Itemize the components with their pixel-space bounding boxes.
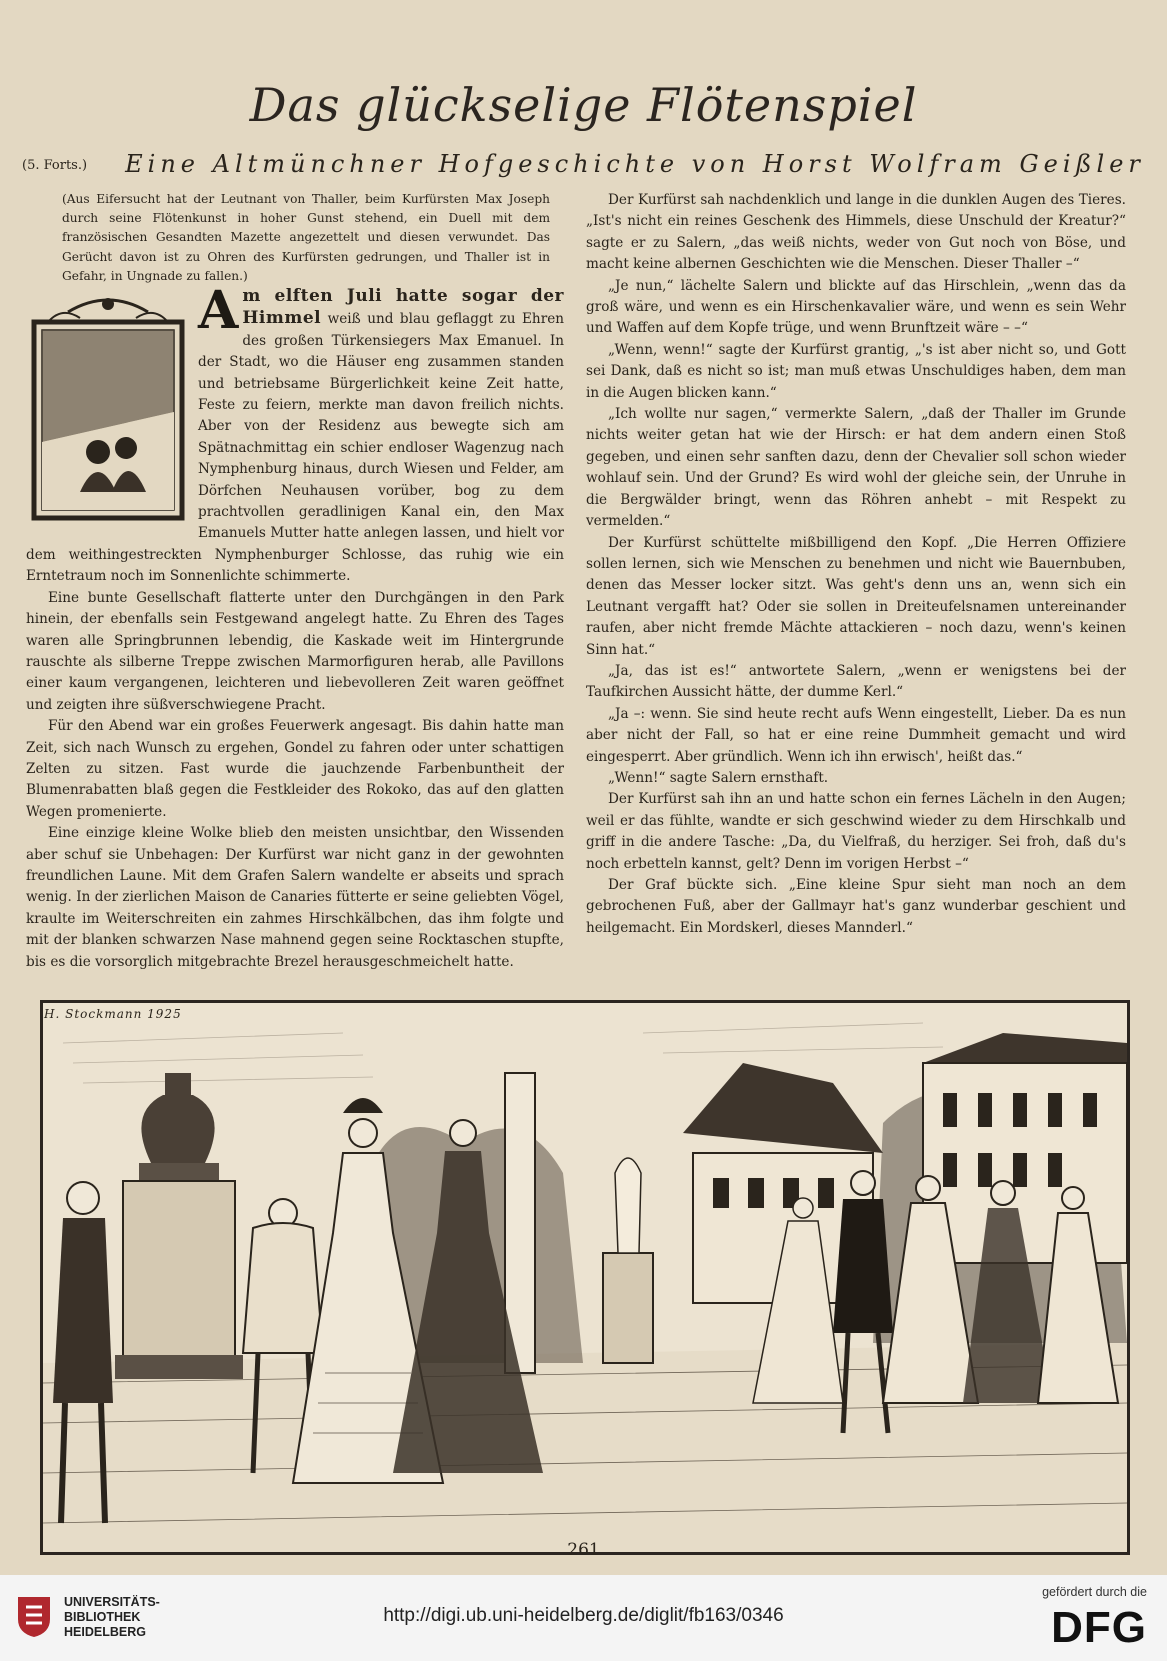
lead-in-text: m elften Juli hatte sogar der Himmel <box>242 286 564 329</box>
paragraph: Der Kurfürst sah nachdenklich und lange in die dunklen Augen des Tieres. „Ist's nicht ein reines Geschenk des Himmels, diese Unschuld der Kreatur?“ sagte er zu Salern, „das weiß nichts, weder von Gut noch von Böse, und macht keine albernen Geschichten wie die Menschen. Dieser Thaller –“ <box>586 192 1126 273</box>
left-text-column <box>26 190 564 973</box>
vignette-illustration <box>28 292 188 524</box>
article-subtitle: Eine Altmünchner Hofgeschichte von Horst Wolfram Geißler <box>125 150 1145 178</box>
paragraph: „Je nun,“ lächelte Salern und blickte auf das Hirschlein, „wenn das da groß wäre, und wenn es ein Hirschenkavalier wäre, und wenn es sein Wehr und Waffen auf dem Kopfe trüge, und wenn Brunftzeit wäre – –“ <box>586 277 1126 337</box>
paragraph: Der Kurfürst schüttelte mißbilligend den Kopf. „Die Herren Offiziere sollen lernen, sich wie Menschen zu benehmen und nicht wie Bauernbuben, denen das Messer locker sitzt. Was geht's denn uns an, wenn sich ein Leutnant vergafft hat? Oder sie sollen in Dreiteufelsnamen untereinander raufen, aber nicht fremde Mächte attackieren – noch dazu, wenn's keinen Sinn hat.“ <box>586 534 1126 658</box>
paragraph: „Wenn!“ sagte Salern ernsthaft. <box>608 769 829 786</box>
paragraph: Für den Abend war ein großes Feuerwerk angesagt. Bis dahin hatte man Zeit, sich nach Wunsch zu ergehen, Gondel zu fahren oder unter schattigen Zelten zu sitzen. Fast wurde die jauchzende Farbenbuntheit der Blumenrabatten blaß gegen die Festkleider des Rokoko, das auf den glatten Wegen promenierte. <box>26 718 564 820</box>
page-number: 261 <box>567 1540 600 1560</box>
recap-paragraph: (Aus Eifersucht hat der Leutnant von Thaller, beim Kurfürsten Max Joseph durch seine Flötenkunst in hoher Gunst stehend, ein Duell mit dem französischen Gesandten Mazette angezettelt und diesen verwundet. Das Gerücht davon ist zu Ohren des Kurfürsten gedrungen, und Thaller ist in Gefahr, in Ungnade zu fallen.) <box>62 192 550 283</box>
drop-cap: A <box>198 286 239 342</box>
installment-label: (5. Forts.) <box>22 158 88 173</box>
paragraph: „Ja, das ist es!“ antwortete Salern, „wenn er wenigstens bei der Taufkirchen Aussicht hätte, der dumme Kerl.“ <box>586 662 1126 701</box>
university-library-name: UNIVERSITÄTS- BIBLIOTHEK HEIDELBERG <box>64 1595 160 1639</box>
paragraph: „Wenn, wenn!“ sagte der Kurfürst grantig, „'s ist aber nicht so, und Gott sei Dank, daß es nicht so ist; man muß etwas Unschuldiges haben, dem man in die Augen blicken kann.“ <box>586 341 1126 401</box>
opening-paragraph-text: weiß und blau geflaggt zu Ehren des großen Türkensiegers Max Emanuel. In der Stadt, wo die Häuser eng zusammen standen und betriebsame Bürgerlichkeit keine Zeit hatte, Feste zu feiern, merkte man davon freilich nichts. Aber von der Residenz aus bewegte sich am Spätnachmittag ein schier endloser Wagenzug nach Nymphenburg hinaus, durch Wiesen und Felder, am Dörfchen Neuhausen vorüber, bog zu dem prachtvollen geradlinigen Kanal ein, den Max Emanuels Mutter hatte anlegen lassen, und hielt vor dem weithingestreckten Nymphenburger Schlosse, das ruhig wie ein Erntetraum noch im Sonnenlichte schimmerte. <box>26 311 564 585</box>
paragraph: Eine bunte Gesellschaft flatterte unter den Durchgängen in den Park hinein, der ebenfalls sein Festgewand angelegt hatte. Zu Ehren des Tages waren alle Springbrunnen lebendig, die Kaskade weit im Hintergrunde rauschte als silberne Treppe zwischen Marmorfiguren herab, alle Pavillons einer kaum vergangenen, leichteren und liebevolleren Zeit waren geöffnet und zeigten ihre süßverschwiegene Pracht. <box>26 589 564 713</box>
paragraph: Der Graf bückte sich. „Eine kleine Spur sieht man noch an dem gebrochenen Fuß, aber der Gallmayr hat's ganz wunderbar geschient und heilgemacht. Ein Mordskerl, dieses Mannderl.“ <box>586 877 1126 936</box>
paragraph: „Ja –: wenn. Sie sind heute recht aufs Wenn eingestellt, Lieber. Da es nun aber nicht der Fall, so hat er eine reine Dummheit gemacht und wird eingesperrt. Aber gründlich. Wenn ich ihn erwisch', heißt das.“ <box>586 705 1126 765</box>
dfg-logo: DFG <box>1051 1603 1147 1652</box>
park-scene-illustration <box>40 1000 1130 1555</box>
viewer-footer <box>0 1575 1167 1661</box>
right-text-column <box>586 190 1126 939</box>
paragraph: Eine einzige kleine Wolke blieb den meisten unsichtbar, den Wissenden aber schuf sie Unbehagen: Der Kurfürst war nicht ganz in der gewohnten freundlichen Laune. Mit dem Grafen Salern wandelte er abseits und sprach wenig. In der zierlichen Maison de Canaries fütterte er seine geliebten Vögel, kraulte im Weiterschreiten ein zahmes Hirschkälbchen, das ihm folgte und mit der blanken schwarzen Nase mahnend gegen seine Rocktaschen stupfte, bis es die vorsorglich mitgebrachte Brezel herausgeschmeichelt hatte. <box>26 825 564 970</box>
source-url-link[interactable]: http://digi.ub.uni-heidelberg.de/diglit/fb163/0346 <box>383 1605 784 1626</box>
funding-label: gefördert durch die <box>1042 1585 1147 1599</box>
paragraph: „Ich wollte nur sagen,“ vermerkte Salern, „daß der Thaller im Grunde nichts weiter getan hat wie der Hirsch: er hat dem andern einen Stoß gegeben, und einen sehr sanften dazu, denn der Chevalier soll schon wieder wohlauf sein. Und der Grund? Es wird wohl der gleiche sein, der Unruhe in die Bergwälder bringt, wenn das Röhren anhebt – mit Respekt zu vermelden.“ <box>586 406 1126 530</box>
artist-signature: H. Stockmann 1925 <box>44 1007 182 1021</box>
article-title: Das glückselige Flötenspiel <box>249 78 918 132</box>
opening-paragraph-block <box>26 286 564 588</box>
paragraph: Der Kurfürst sah ihn an und hatte schon ein fernes Lächeln in den Augen; weil er das fühlte, wandte er sich geschwind wieder zu dem Hirschkalb und griff in die andere Tasche: „Da, du Vielfraß, du herziger. Sei froh, daß du's noch erbetteln kannst, gelt? Denn im vorigen Herbst –“ <box>586 791 1126 872</box>
